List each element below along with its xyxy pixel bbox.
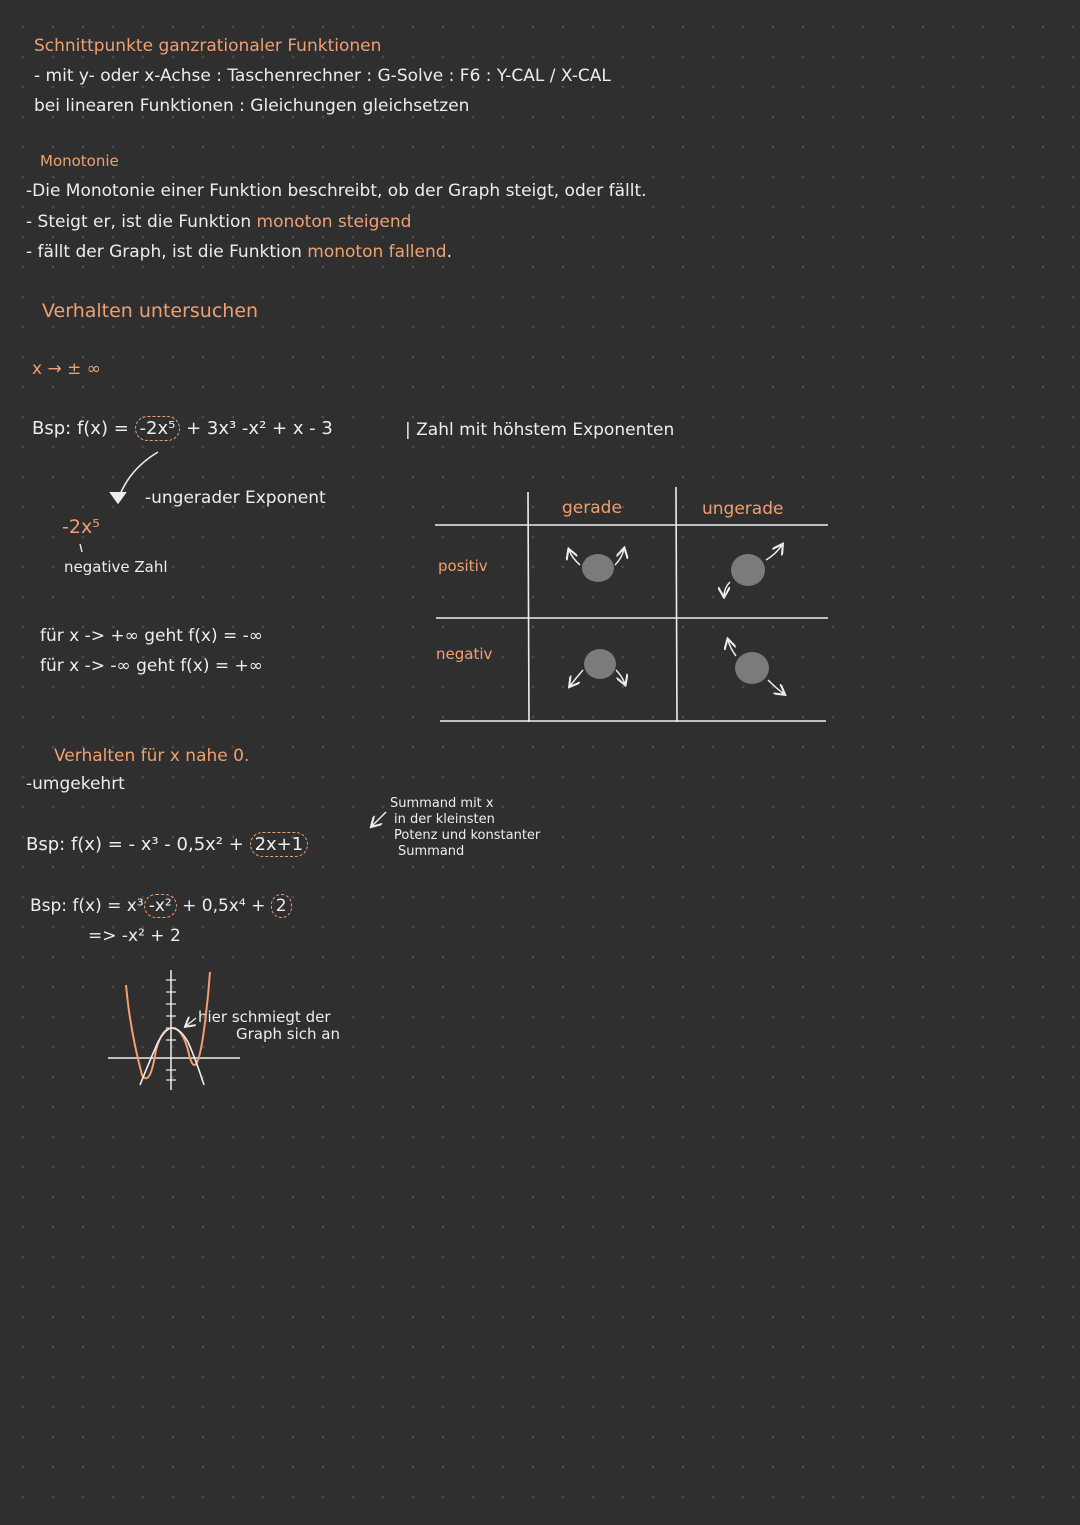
monotonie-line-2-text: - Steigt er, ist die Funktion xyxy=(26,212,252,232)
intersections-line-2: bei linearen Funktionen : Gleichungen gleichsetzen xyxy=(34,96,470,116)
highlight-leading-term: -2x⁵ xyxy=(135,416,181,441)
annotation-negative-number: negative Zahl xyxy=(64,558,168,576)
side-note-line-2: in der kleinsten xyxy=(394,812,495,827)
highlight-constant: 2 xyxy=(271,894,292,918)
cell-negativ-gerade xyxy=(570,649,625,686)
table-row-negativ: negativ xyxy=(436,645,493,663)
tick-mark xyxy=(80,544,82,552)
side-note-line-3: Potenz und konstanter xyxy=(394,828,541,843)
term-monoton-fallend: monoton fallend xyxy=(307,242,447,262)
section-title-monotonie: Monotonie xyxy=(40,152,119,170)
example-3-mid: + 0,5x⁴ + xyxy=(182,896,266,916)
term-monoton-steigend: monoton steigend xyxy=(256,212,412,232)
highlight-lowest-terms: 2x+1 xyxy=(250,832,309,857)
monotonie-line-3-text: - fällt der Graph, ist die Funktion xyxy=(26,242,302,262)
cell-positiv-ungerade xyxy=(724,545,782,596)
side-note-arrow-icon xyxy=(372,812,386,826)
side-note-line-4: Summand xyxy=(398,844,465,859)
example-3-result: => -x² + 2 xyxy=(88,926,181,946)
near-zero-note: -umgekehrt xyxy=(26,774,125,794)
behavior-table-grid xyxy=(435,487,828,722)
section-title-verhalten: Verhalten untersuchen xyxy=(42,300,259,322)
monotonie-line-1: -Die Monotonie einer Funktion beschreibt, ob der Graph steigt, oder fällt. xyxy=(26,181,647,201)
side-note-line-1: Summand mit x xyxy=(390,796,494,811)
cell-positiv-gerade xyxy=(569,549,624,582)
monotonie-line-3-suffix: . xyxy=(446,242,452,262)
example-3-label: Bsp: f(x) = x³ xyxy=(30,896,144,916)
highlight-x-squared: -x² xyxy=(144,894,177,918)
section-title-intersections: Schnittpunkte ganzrationaler Funktionen xyxy=(34,36,382,56)
extracted-leading-term: -2x⁵ xyxy=(62,516,100,538)
example-2-label: Bsp: f(x) = - x³ - 0,5x² + xyxy=(26,834,244,855)
limit-expression: x → ± ∞ xyxy=(32,359,101,379)
table-header-gerade: gerade xyxy=(562,498,622,518)
arrow-head-icon xyxy=(110,492,126,503)
intersections-line-1: - mit y- oder x-Achse : Taschenrechner : G-Solve : F6 : Y-CAL / X-CAL xyxy=(34,66,611,86)
example-1-note: | Zahl mit höhstem Exponenten xyxy=(405,420,675,440)
example-1-label: Bsp: f(x) = xyxy=(32,418,129,439)
limit-result-2: für x -> -∞ geht f(x) = +∞ xyxy=(40,656,263,676)
table-header-ungerade: ungerade xyxy=(702,499,784,519)
graph-note-line-2: Graph sich an xyxy=(236,1025,340,1043)
graph-sketch xyxy=(108,970,240,1090)
cell-negativ-ungerade xyxy=(728,640,784,694)
section-title-near-zero: Verhalten für x nahe 0. xyxy=(54,746,250,766)
example-1-rest: + 3x³ -x² + x - 3 xyxy=(186,418,333,439)
table-row-positiv: positiv xyxy=(438,557,488,575)
annotation-odd-exponent: -ungerader Exponent xyxy=(145,488,326,508)
graph-note-line-1: hier schmiegt der xyxy=(198,1008,331,1026)
limit-result-1: für x -> +∞ geht f(x) = -∞ xyxy=(40,626,263,646)
